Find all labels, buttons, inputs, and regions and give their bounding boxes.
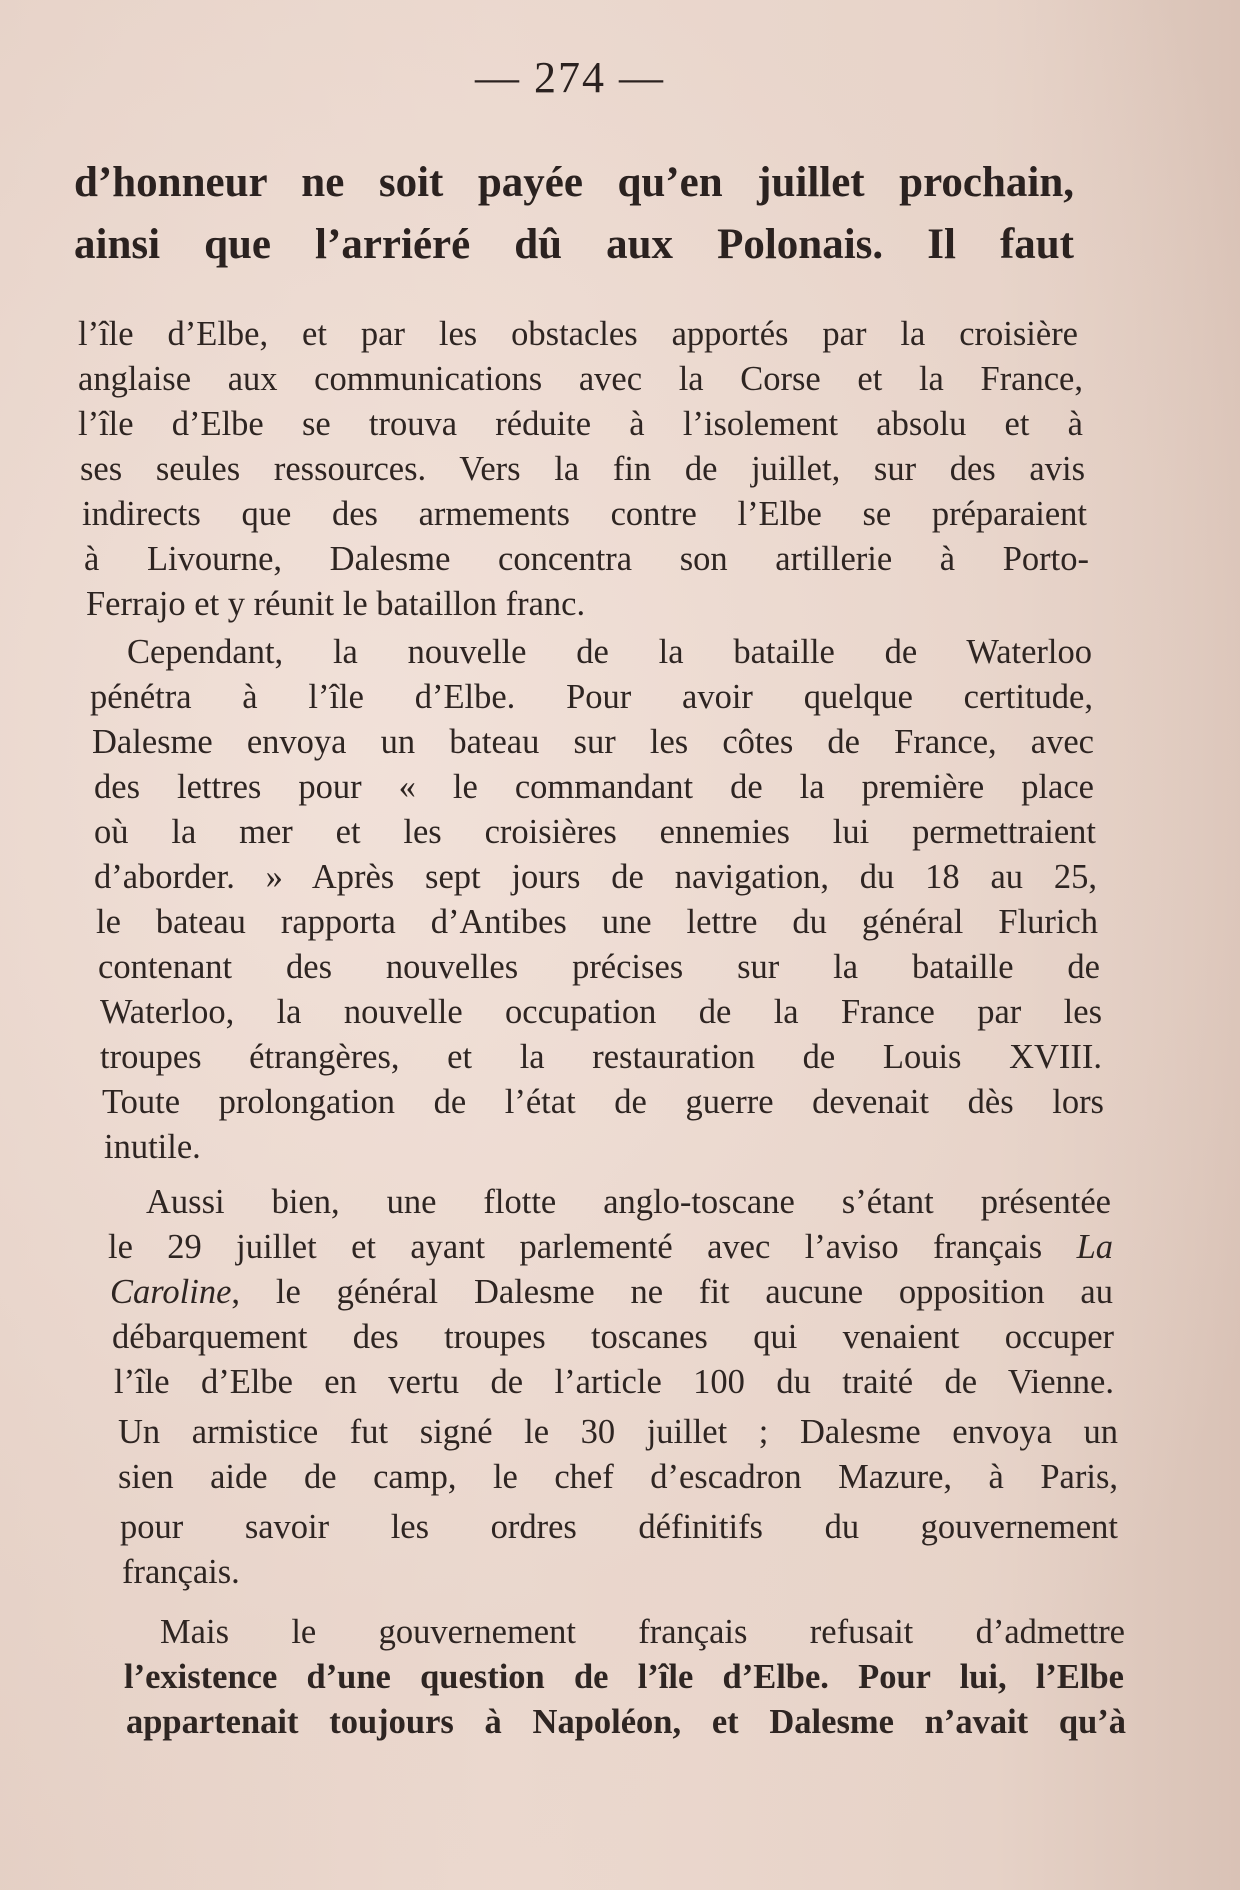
text-line: Dalesme envoya un bateau sur les côtes de France, avec [92, 723, 1094, 761]
text-line: Un armistice fut signé le 30 juillet ; Dalesme envoya un [118, 1413, 1118, 1451]
text-line: l’existence d’une question de l’île d’Elbe. Pour lui, l’Elbe [124, 1658, 1124, 1696]
text-line: ses seules ressources. Vers la fin de juillet, sur des avis [80, 450, 1085, 488]
text-line: Toute prolongation de l’état de guerre devenait dès lors [102, 1083, 1104, 1121]
text-line: d’aborder. » Après sept jours de navigation, du 18 au 25, [94, 858, 1097, 896]
text-line: français. [122, 1553, 240, 1591]
text-line: sien aide de camp, le chef d’escadron Mazure, à Paris, [118, 1458, 1118, 1496]
page-number: — 274 — [475, 53, 665, 102]
italic-title-segment: La [1076, 1228, 1113, 1266]
text-line: débarquement des troupes toscanes qui venaient occuper [112, 1318, 1114, 1356]
text-line: Mais le gouvernement français refusait d’admettre [160, 1613, 1125, 1651]
text-line: contenant des nouvelles précises sur la bataille de [98, 948, 1100, 986]
text-line [108, 1228, 1113, 1267]
text-line: ainsi que l’arriéré dû aux Polonais. Il faut [74, 221, 1074, 268]
text-line: des lettres pour « le commandant de la première place [94, 768, 1094, 806]
text-segment: le 29 juillet et ayant parlementé avec l’aviso français [108, 1228, 1077, 1266]
text-line: Aussi bien, une flotte anglo-toscane s’étant présentée [146, 1183, 1111, 1221]
text-line [110, 1273, 1113, 1312]
text-line: indirects que des armements contre l’Elbe se préparaient [82, 495, 1087, 533]
text-line: appartenait toujours à Napoléon, et Dalesme n’avait qu’à [126, 1703, 1126, 1741]
text-line: d’honneur ne soit payée qu’en juillet prochain, [74, 159, 1074, 206]
text-line: troupes étrangères, et la restauration de Louis XVIII. [100, 1038, 1102, 1076]
italic-title-segment: Caroline [110, 1273, 232, 1311]
text-line: anglaise aux communications avec la Corse et la France, [78, 360, 1083, 398]
text-line: Cependant, la nouvelle de la bataille de Waterloo [127, 633, 1092, 671]
text-line: le bateau rapporta d’Antibes une lettre du général Flurich [96, 903, 1098, 941]
text-line: l’île d’Elbe en vertu de l’article 100 du traité de Vienne. [114, 1363, 1114, 1401]
text-segment: , le général Dalesme ne fit aucune opposition au [231, 1273, 1113, 1311]
text-line: pénétra à l’île d’Elbe. Pour avoir quelque certitude, [90, 678, 1093, 716]
text-line: pour savoir les ordres définitifs du gouvernement [120, 1508, 1118, 1546]
text-line: Waterloo, la nouvelle occupation de la France par les [100, 993, 1102, 1031]
text-line: l’île d’Elbe, et par les obstacles apportés par la croisière [78, 315, 1078, 353]
text-line: Ferrajo et y réunit le bataillon franc. [86, 585, 586, 623]
text-line: l’île d’Elbe se trouva réduite à l’isolement absolu et à [78, 405, 1083, 443]
text-line: où la mer et les croisières ennemies lui permettraient [94, 813, 1096, 851]
text-line: à Livourne, Dalesme concentra son artillerie à Porto- [84, 540, 1089, 578]
text-line: inutile. [104, 1128, 201, 1166]
